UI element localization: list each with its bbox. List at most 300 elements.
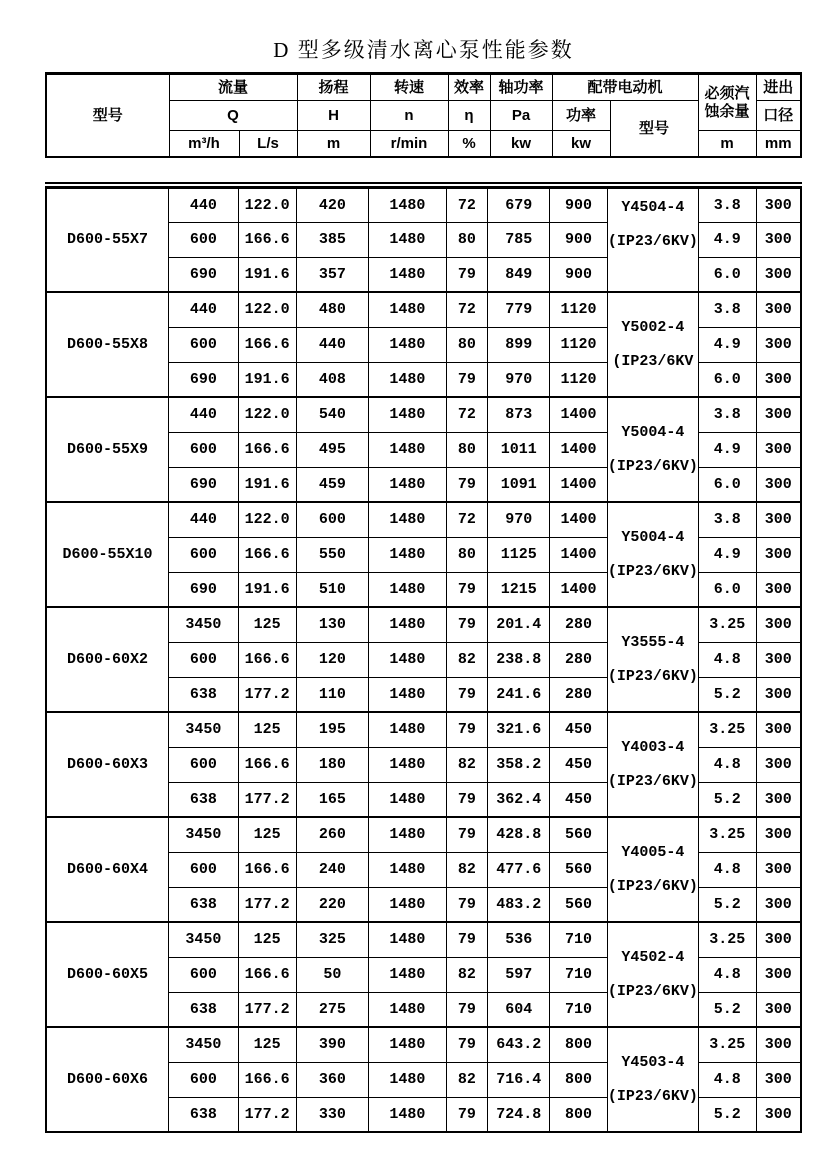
cell-flow-m3h: 690 [169, 572, 239, 607]
header-cell-head: 扬程 [297, 74, 370, 101]
cell-shaft-power: 643.2 [488, 1027, 550, 1062]
cell-head: 408 [296, 362, 368, 397]
npsh-label-line1: 必须汽 [704, 85, 750, 103]
cell-flow-m3h: 3450 [169, 712, 239, 747]
header-cell-motor-power-unit: kw [552, 131, 610, 157]
cell-speed: 1480 [369, 992, 447, 1027]
cell-npsh: 3.25 [698, 817, 756, 852]
cell-shaft-power: 477.6 [488, 852, 550, 887]
motor-model-line: Y3555-4 [621, 633, 685, 651]
cell-flow-ls: 166.6 [238, 957, 296, 992]
cell-head: 165 [296, 782, 368, 817]
motor-model-cell [607, 712, 698, 817]
cell-npsh: 4.9 [698, 327, 756, 362]
cell-npsh: 3.8 [698, 397, 756, 432]
motor-model-cell [607, 817, 698, 922]
cell-npsh: 5.2 [698, 887, 756, 922]
cell-shaft-power: 1215 [488, 572, 550, 607]
cell-efficiency: 82 [446, 1062, 488, 1097]
cell-shaft-power: 428.8 [488, 817, 550, 852]
pump-model-cell: D600-55X10 [46, 502, 169, 607]
cell-motor-power: 450 [550, 747, 608, 782]
cell-flow-m3h: 3450 [169, 607, 239, 642]
cell-flow-m3h: 638 [169, 1097, 239, 1132]
cell-motor-power: 560 [550, 817, 608, 852]
cell-speed: 1480 [369, 887, 447, 922]
cell-flow-m3h: 600 [169, 327, 239, 362]
header-cell-motor: 配带电动机 [552, 74, 698, 101]
data-table [45, 186, 802, 1134]
cell-motor-power: 900 [550, 222, 608, 257]
cell-npsh: 4.8 [698, 642, 756, 677]
motor-spec-line: (IP23/6KV) [607, 1087, 698, 1105]
cell-shaft-power: 1091 [488, 467, 550, 502]
cell-flow-m3h: 600 [169, 747, 239, 782]
cell-port-diameter: 300 [756, 397, 801, 432]
cell-efficiency: 79 [446, 1097, 488, 1132]
cell-port-diameter: 300 [756, 432, 801, 467]
cell-head: 600 [296, 502, 368, 537]
cell-flow-m3h: 3450 [169, 922, 239, 957]
cell-npsh: 5.2 [698, 677, 756, 712]
cell-efficiency: 80 [446, 537, 488, 572]
cell-shaft-power: 597 [488, 957, 550, 992]
cell-flow-m3h: 600 [169, 222, 239, 257]
motor-spec-line: (IP23/6KV [612, 352, 694, 370]
motor-model-line: Y4503-4 [621, 1053, 685, 1071]
cell-speed: 1480 [369, 922, 447, 957]
cell-shaft-power: 1011 [488, 432, 550, 467]
table-row [46, 607, 801, 642]
cell-motor-power: 1400 [550, 467, 608, 502]
motor-model-cell [607, 292, 698, 397]
cell-speed: 1480 [369, 502, 447, 537]
cell-flow-m3h: 638 [169, 887, 239, 922]
cell-efficiency: 72 [446, 187, 488, 222]
pump-model-cell: D600-55X9 [46, 397, 169, 502]
cell-npsh: 4.9 [698, 537, 756, 572]
header-row-1 [46, 74, 801, 101]
header-cell-motor-model: 型号 [610, 101, 698, 157]
cell-npsh: 3.8 [698, 292, 756, 327]
document-title: D 型多级清水离心泵性能参数 [273, 38, 574, 62]
cell-flow-ls: 166.6 [238, 642, 296, 677]
cell-shaft-power: 873 [488, 397, 550, 432]
cell-motor-power: 1120 [550, 292, 608, 327]
cell-efficiency: 79 [446, 1027, 488, 1062]
cell-flow-m3h: 638 [169, 992, 239, 1027]
cell-head: 120 [296, 642, 368, 677]
motor-model-line: Y5004-4 [621, 423, 685, 441]
cell-efficiency: 80 [446, 222, 488, 257]
cell-efficiency: 80 [446, 327, 488, 362]
cell-port-diameter: 300 [756, 1062, 801, 1097]
cell-efficiency: 79 [446, 257, 488, 292]
header-cell-head-unit: m [297, 131, 370, 157]
cell-port-diameter: 300 [756, 292, 801, 327]
cell-speed: 1480 [369, 397, 447, 432]
cell-flow-ls: 166.6 [238, 747, 296, 782]
cell-flow-ls: 122.0 [238, 292, 296, 327]
motor-model-line: Y4504-4 [621, 198, 685, 216]
cell-port-diameter: 300 [756, 992, 801, 1027]
cell-port-diameter: 300 [756, 1027, 801, 1062]
cell-flow-m3h: 600 [169, 642, 239, 677]
cell-motor-power: 1400 [550, 397, 608, 432]
cell-flow-m3h: 3450 [169, 817, 239, 852]
cell-speed: 1480 [369, 642, 447, 677]
cell-motor-power: 280 [550, 607, 608, 642]
cell-flow-m3h: 440 [169, 187, 239, 222]
cell-head: 390 [296, 1027, 368, 1062]
pump-model-cell: D600-60X6 [46, 1027, 169, 1132]
header-cell-npsh-unit: m [698, 131, 756, 157]
cell-efficiency: 72 [446, 502, 488, 537]
cell-efficiency: 79 [446, 817, 488, 852]
cell-speed: 1480 [369, 257, 447, 292]
motor-spec-line: (IP23/6KV) [607, 667, 698, 685]
cell-flow-ls: 191.6 [238, 467, 296, 502]
pump-model-cell: D600-55X7 [46, 187, 169, 292]
cell-head: 550 [296, 537, 368, 572]
motor-model-cell [607, 397, 698, 502]
cell-port-diameter: 300 [756, 817, 801, 852]
cell-npsh: 6.0 [698, 572, 756, 607]
cell-port-diameter: 300 [756, 747, 801, 782]
cell-flow-m3h: 600 [169, 957, 239, 992]
cell-speed: 1480 [369, 292, 447, 327]
cell-shaft-power: 321.6 [488, 712, 550, 747]
table-row [46, 292, 801, 327]
motor-spec-line: (IP23/6KV) [607, 562, 698, 580]
cell-motor-power: 450 [550, 782, 608, 817]
cell-efficiency: 82 [446, 957, 488, 992]
table-row [46, 712, 801, 747]
cell-motor-power: 1120 [550, 362, 608, 397]
table-row [46, 397, 801, 432]
cell-port-diameter: 300 [756, 1097, 801, 1132]
header-cell-head-symbol: H [297, 101, 370, 131]
cell-flow-ls: 125 [238, 712, 296, 747]
cell-flow-ls: 122.0 [238, 502, 296, 537]
cell-head: 275 [296, 992, 368, 1027]
motor-model-cell [607, 607, 698, 712]
header-cell-port-unit: mm [756, 131, 801, 157]
cell-npsh: 5.2 [698, 992, 756, 1027]
cell-flow-ls: 166.6 [238, 222, 296, 257]
cell-motor-power: 800 [550, 1062, 608, 1097]
cell-speed: 1480 [369, 957, 447, 992]
cell-shaft-power: 358.2 [488, 747, 550, 782]
cell-head: 360 [296, 1062, 368, 1097]
cell-speed: 1480 [369, 1097, 447, 1132]
cell-flow-m3h: 440 [169, 292, 239, 327]
cell-port-diameter: 300 [756, 572, 801, 607]
cell-speed: 1480 [369, 607, 447, 642]
cell-flow-m3h: 600 [169, 537, 239, 572]
cell-npsh: 4.9 [698, 222, 756, 257]
cell-port-diameter: 300 [756, 257, 801, 292]
cell-npsh: 3.8 [698, 187, 756, 222]
cell-head: 180 [296, 747, 368, 782]
cell-speed: 1480 [369, 467, 447, 502]
cell-motor-power: 560 [550, 852, 608, 887]
cell-speed: 1480 [369, 677, 447, 712]
cell-motor-power: 1120 [550, 327, 608, 362]
cell-shaft-power: 201.4 [488, 607, 550, 642]
cell-shaft-power: 241.6 [488, 677, 550, 712]
cell-shaft-power: 724.8 [488, 1097, 550, 1132]
cell-head: 420 [296, 187, 368, 222]
cell-shaft-power: 970 [488, 362, 550, 397]
cell-npsh: 6.0 [698, 362, 756, 397]
cell-efficiency: 79 [446, 992, 488, 1027]
header-table [45, 72, 802, 158]
cell-efficiency: 79 [446, 677, 488, 712]
cell-motor-power: 800 [550, 1097, 608, 1132]
cell-head: 260 [296, 817, 368, 852]
cell-flow-m3h: 690 [169, 362, 239, 397]
cell-port-diameter: 300 [756, 327, 801, 362]
cell-efficiency: 79 [446, 887, 488, 922]
cell-flow-ls: 122.0 [238, 397, 296, 432]
cell-shaft-power: 970 [488, 502, 550, 537]
cell-port-diameter: 300 [756, 782, 801, 817]
cell-efficiency: 82 [446, 852, 488, 887]
header-cell-efficiency-unit: % [448, 131, 490, 157]
cell-motor-power: 450 [550, 712, 608, 747]
cell-efficiency: 79 [446, 607, 488, 642]
cell-flow-ls: 125 [238, 1027, 296, 1062]
cell-flow-ls: 166.6 [238, 432, 296, 467]
cell-efficiency: 79 [446, 712, 488, 747]
header-cell-shaft-power-symbol: Pa [490, 101, 552, 131]
cell-shaft-power: 362.4 [488, 782, 550, 817]
cell-head: 325 [296, 922, 368, 957]
motor-model-line: Y4003-4 [621, 738, 685, 756]
motor-spec-line: (IP23/6KV) [607, 877, 698, 895]
cell-shaft-power: 483.2 [488, 887, 550, 922]
cell-efficiency: 72 [446, 397, 488, 432]
cell-port-diameter: 300 [756, 852, 801, 887]
cell-npsh: 5.2 [698, 782, 756, 817]
cell-motor-power: 900 [550, 257, 608, 292]
cell-head: 385 [296, 222, 368, 257]
cell-flow-m3h: 440 [169, 397, 239, 432]
cell-motor-power: 280 [550, 677, 608, 712]
cell-port-diameter: 300 [756, 537, 801, 572]
cell-head: 357 [296, 257, 368, 292]
cell-flow-m3h: 600 [169, 1062, 239, 1097]
header-cell-flow-unit-m3h: m³/h [169, 131, 239, 157]
cell-npsh: 4.9 [698, 432, 756, 467]
header-cell-motor-power: 功率 [552, 101, 610, 131]
motor-spec-line: (IP23/6KV) [607, 457, 698, 475]
motor-model-cell [607, 922, 698, 1027]
cell-port-diameter: 300 [756, 887, 801, 922]
header-cell-speed-unit: r/min [370, 131, 448, 157]
motor-model-cell [607, 1027, 698, 1132]
cell-efficiency: 82 [446, 642, 488, 677]
cell-speed: 1480 [369, 747, 447, 782]
cell-motor-power: 1400 [550, 572, 608, 607]
motor-spec-line: (IP23/6KV) [607, 982, 698, 1000]
cell-speed: 1480 [369, 327, 447, 362]
cell-npsh: 3.25 [698, 1027, 756, 1062]
cell-flow-ls: 177.2 [238, 887, 296, 922]
cell-head: 440 [296, 327, 368, 362]
cell-port-diameter: 300 [756, 222, 801, 257]
pump-model-cell: D600-60X3 [46, 712, 169, 817]
cell-npsh: 6.0 [698, 257, 756, 292]
cell-speed: 1480 [369, 222, 447, 257]
table-row [46, 502, 801, 537]
cell-speed: 1480 [369, 537, 447, 572]
cell-speed: 1480 [369, 852, 447, 887]
cell-flow-m3h: 440 [169, 502, 239, 537]
cell-motor-power: 1400 [550, 537, 608, 572]
header-cell-speed-symbol: n [370, 101, 448, 131]
cell-flow-ls: 166.6 [238, 537, 296, 572]
cell-motor-power: 1400 [550, 502, 608, 537]
cell-speed: 1480 [369, 187, 447, 222]
header-cell-efficiency-symbol: η [448, 101, 490, 131]
header-cell-flow: 流量 [169, 74, 297, 101]
motor-model-line: Y5004-4 [621, 528, 685, 546]
cell-flow-ls: 177.2 [238, 782, 296, 817]
cell-npsh: 5.2 [698, 1097, 756, 1132]
cell-motor-power: 710 [550, 957, 608, 992]
cell-head: 540 [296, 397, 368, 432]
motor-model-line: Y5002-4 [621, 318, 685, 336]
cell-flow-ls: 125 [238, 922, 296, 957]
header-cell-npsh [698, 74, 756, 131]
cell-npsh: 3.8 [698, 502, 756, 537]
cell-efficiency: 79 [446, 362, 488, 397]
cell-motor-power: 710 [550, 922, 608, 957]
cell-port-diameter: 300 [756, 187, 801, 222]
cell-npsh: 4.8 [698, 852, 756, 887]
motor-spec-line: (IP23/6KV) [607, 232, 698, 250]
cell-motor-power: 710 [550, 992, 608, 1027]
header-cell-port-line2: 口径 [756, 101, 801, 131]
cell-efficiency: 82 [446, 747, 488, 782]
cell-flow-m3h: 638 [169, 782, 239, 817]
cell-shaft-power: 785 [488, 222, 550, 257]
cell-motor-power: 560 [550, 887, 608, 922]
cell-flow-ls: 125 [238, 607, 296, 642]
cell-head: 130 [296, 607, 368, 642]
cell-npsh: 3.25 [698, 922, 756, 957]
header-cell-speed: 转速 [370, 74, 448, 101]
data-table-wrap [45, 182, 802, 1134]
cell-port-diameter: 300 [756, 502, 801, 537]
cell-speed: 1480 [369, 1027, 447, 1062]
npsh-label-line2: 蚀余量 [704, 102, 750, 120]
cell-flow-ls: 177.2 [238, 1097, 296, 1132]
cell-efficiency: 79 [446, 782, 488, 817]
header-cell-port-line1: 进出 [756, 74, 801, 101]
cell-speed: 1480 [369, 572, 447, 607]
cell-head: 495 [296, 432, 368, 467]
motor-model-line: Y4502-4 [621, 948, 685, 966]
cell-speed: 1480 [369, 817, 447, 852]
cell-port-diameter: 300 [756, 957, 801, 992]
cell-port-diameter: 300 [756, 677, 801, 712]
motor-model-cell [607, 187, 698, 292]
cell-head: 480 [296, 292, 368, 327]
cell-npsh: 6.0 [698, 467, 756, 502]
header-cell-pump-model: 型号 [46, 74, 169, 157]
cell-flow-m3h: 638 [169, 677, 239, 712]
cell-flow-m3h: 3450 [169, 1027, 239, 1062]
header-cell-efficiency: 效率 [448, 74, 490, 101]
table-row [46, 187, 801, 222]
cell-efficiency: 72 [446, 292, 488, 327]
cell-flow-m3h: 600 [169, 852, 239, 887]
cell-motor-power: 900 [550, 187, 608, 222]
cell-head: 510 [296, 572, 368, 607]
cell-port-diameter: 300 [756, 922, 801, 957]
cell-npsh: 4.8 [698, 957, 756, 992]
pump-model-cell: D600-60X2 [46, 607, 169, 712]
cell-port-diameter: 300 [756, 607, 801, 642]
table-row [46, 922, 801, 957]
cell-efficiency: 79 [446, 572, 488, 607]
cell-npsh: 4.8 [698, 747, 756, 782]
cell-port-diameter: 300 [756, 467, 801, 502]
cell-flow-ls: 191.6 [238, 257, 296, 292]
cell-motor-power: 1400 [550, 432, 608, 467]
cell-motor-power: 800 [550, 1027, 608, 1062]
cell-head: 50 [296, 957, 368, 992]
cell-npsh: 3.25 [698, 607, 756, 642]
cell-head: 459 [296, 467, 368, 502]
table-row [46, 817, 801, 852]
header-cell-shaft-power: 轴功率 [490, 74, 552, 101]
cell-flow-m3h: 690 [169, 467, 239, 502]
cell-shaft-power: 849 [488, 257, 550, 292]
cell-shaft-power: 679 [488, 187, 550, 222]
cell-port-diameter: 300 [756, 362, 801, 397]
cell-head: 240 [296, 852, 368, 887]
pump-model-cell: D600-60X4 [46, 817, 169, 922]
cell-speed: 1480 [369, 432, 447, 467]
cell-shaft-power: 779 [488, 292, 550, 327]
header-cell-shaft-power-unit: kw [490, 131, 552, 157]
cell-shaft-power: 536 [488, 922, 550, 957]
cell-head: 330 [296, 1097, 368, 1132]
cell-flow-ls: 122.0 [238, 187, 296, 222]
cell-efficiency: 79 [446, 922, 488, 957]
cell-head: 220 [296, 887, 368, 922]
pump-model-cell: D600-60X5 [46, 922, 169, 1027]
cell-flow-ls: 177.2 [238, 992, 296, 1027]
header-cell-flow-symbol: Q [169, 101, 297, 131]
cell-flow-ls: 166.6 [238, 327, 296, 362]
cell-shaft-power: 604 [488, 992, 550, 1027]
cell-flow-m3h: 690 [169, 257, 239, 292]
cell-shaft-power: 1125 [488, 537, 550, 572]
cell-flow-ls: 191.6 [238, 572, 296, 607]
cell-speed: 1480 [369, 782, 447, 817]
cell-speed: 1480 [369, 1062, 447, 1097]
cell-flow-ls: 177.2 [238, 677, 296, 712]
table-row [46, 1027, 801, 1062]
cell-motor-power: 280 [550, 642, 608, 677]
cell-flow-ls: 166.6 [238, 1062, 296, 1097]
cell-head: 110 [296, 677, 368, 712]
